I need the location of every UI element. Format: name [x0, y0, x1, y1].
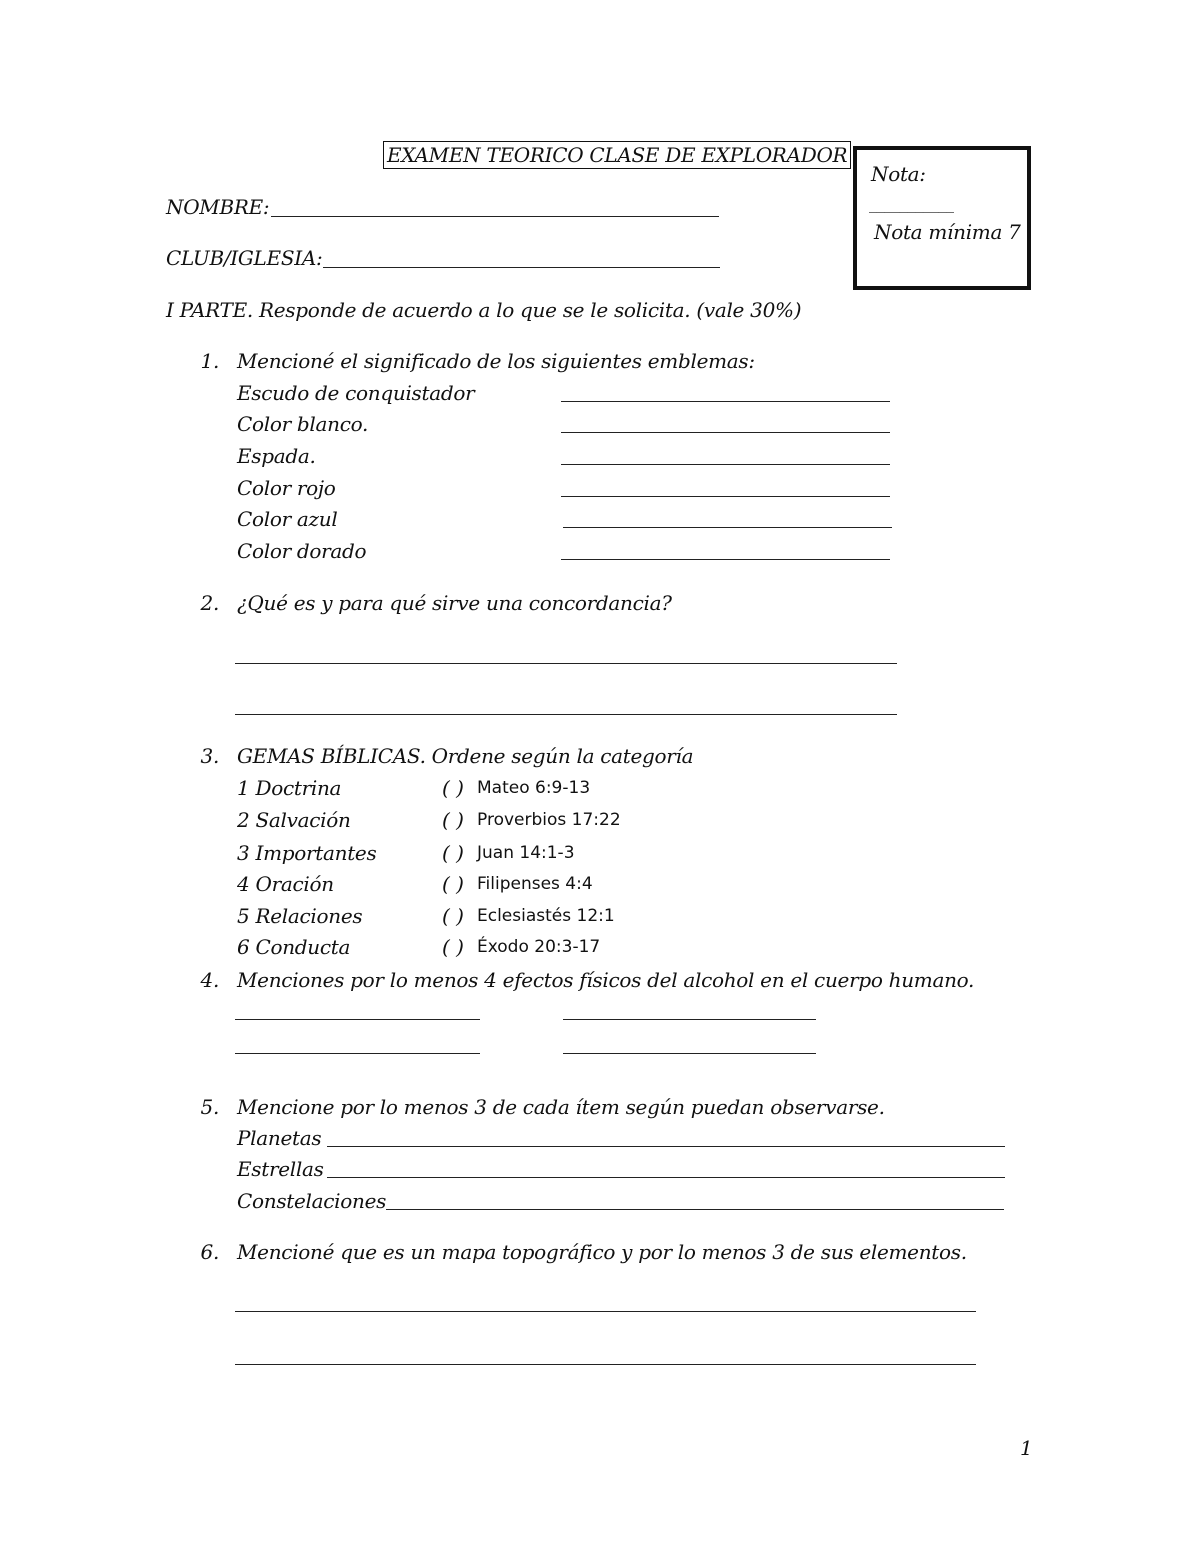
q3-blank[interactable]: ( )	[442, 808, 464, 832]
q3-category: 4 Oración	[237, 872, 334, 896]
q5-answer-line[interactable]	[327, 1177, 1005, 1178]
q1-answer-line[interactable]	[561, 401, 890, 402]
minimum-grade: Nota mínima 7	[874, 220, 1021, 244]
q3-blank[interactable]: ( )	[442, 872, 464, 896]
q3-category: 2 Salvación	[237, 808, 351, 832]
q5-item: Constelaciones	[237, 1189, 387, 1213]
q3-verse: Juan 14:1-3	[477, 843, 575, 863]
grade-label: Nota:	[871, 162, 926, 186]
part1-heading: I PARTE. Responde de acuerdo a lo que se le solicita. (vale 30%)	[166, 298, 802, 322]
q6-answer-line[interactable]	[235, 1364, 976, 1365]
q1-text: Mencioné el significado de los siguientes emblemas:	[237, 349, 755, 373]
q1-item: Escudo de conquistador	[237, 381, 475, 405]
page-number: 1	[1020, 1436, 1033, 1460]
q1-answer-line[interactable]	[561, 464, 890, 465]
q2-text: ¿Qué es y para qué sirve una concordancia?	[237, 591, 672, 615]
q4-answer-line[interactable]	[235, 1053, 480, 1054]
club-field[interactable]	[323, 267, 720, 268]
q3-category: 3 Importantes	[237, 841, 377, 865]
q3-category: 1 Doctrina	[237, 776, 342, 800]
q3-blank[interactable]: ( )	[442, 904, 464, 928]
name-label: NOMBRE:	[166, 195, 270, 219]
grade-blank[interactable]: ___________	[869, 194, 954, 213]
q1-answer-line[interactable]	[561, 432, 890, 433]
q5-answer-line[interactable]	[327, 1146, 1005, 1147]
q5-text: Mencione por lo menos 3 de cada ítem según puedan observarse.	[237, 1095, 885, 1119]
q4-answer-line[interactable]	[563, 1053, 816, 1054]
q3-verse: Éxodo 20:3-17	[477, 937, 601, 957]
q2-answer-line[interactable]	[235, 663, 897, 664]
q3-number: 3.	[200, 744, 219, 768]
q3-blank[interactable]: ( )	[442, 776, 464, 800]
q1-item: Color dorado	[237, 539, 367, 563]
q4-answer-line[interactable]	[563, 1019, 816, 1020]
q4-number: 4.	[200, 968, 219, 992]
q3-text: GEMAS BÍBLICAS. Ordene según la categoría	[237, 744, 694, 768]
q3-category: 6 Conducta	[237, 935, 351, 959]
q3-verse: Filipenses 4:4	[477, 874, 593, 894]
q1-number: 1.	[200, 349, 219, 373]
q1-answer-line[interactable]	[561, 559, 890, 560]
q4-text: Menciones por lo menos 4 efectos físicos del alcohol en el cuerpo humano.	[237, 968, 975, 992]
name-field[interactable]	[271, 216, 719, 217]
q5-number: 5.	[200, 1095, 219, 1119]
q3-verse: Proverbios 17:22	[477, 810, 621, 830]
grade-box	[853, 146, 1031, 290]
q4-answer-line[interactable]	[235, 1019, 480, 1020]
q1-answer-line[interactable]	[561, 496, 890, 497]
q6-answer-line[interactable]	[235, 1311, 976, 1312]
q3-verse: Mateo 6:9-13	[477, 778, 591, 798]
q3-verse: Eclesiastés 12:1	[477, 906, 615, 926]
q1-item: Color azul	[237, 507, 338, 531]
q3-blank[interactable]: ( )	[442, 841, 464, 865]
q1-item: Color rojo	[237, 476, 336, 500]
q5-item: Planetas	[237, 1126, 322, 1150]
q2-number: 2.	[200, 591, 219, 615]
q2-answer-line[interactable]	[235, 714, 897, 715]
q5-answer-line[interactable]	[386, 1209, 1004, 1210]
exam-title: EXAMEN TEORICO CLASE DE EXPLORADOR	[383, 143, 851, 167]
q1-item: Espada.	[237, 444, 316, 468]
q3-blank[interactable]: ( )	[442, 935, 464, 959]
q3-category: 5 Relaciones	[237, 904, 363, 928]
club-label: CLUB/IGLESIA:	[166, 246, 323, 270]
q1-item: Color blanco.	[237, 412, 369, 436]
q6-text: Mencioné que es un mapa topográfico y por lo menos 3 de sus elementos.	[237, 1240, 967, 1264]
q1-answer-line[interactable]	[563, 527, 892, 528]
q5-item: Estrellas	[237, 1157, 324, 1181]
q6-number: 6.	[200, 1240, 219, 1264]
